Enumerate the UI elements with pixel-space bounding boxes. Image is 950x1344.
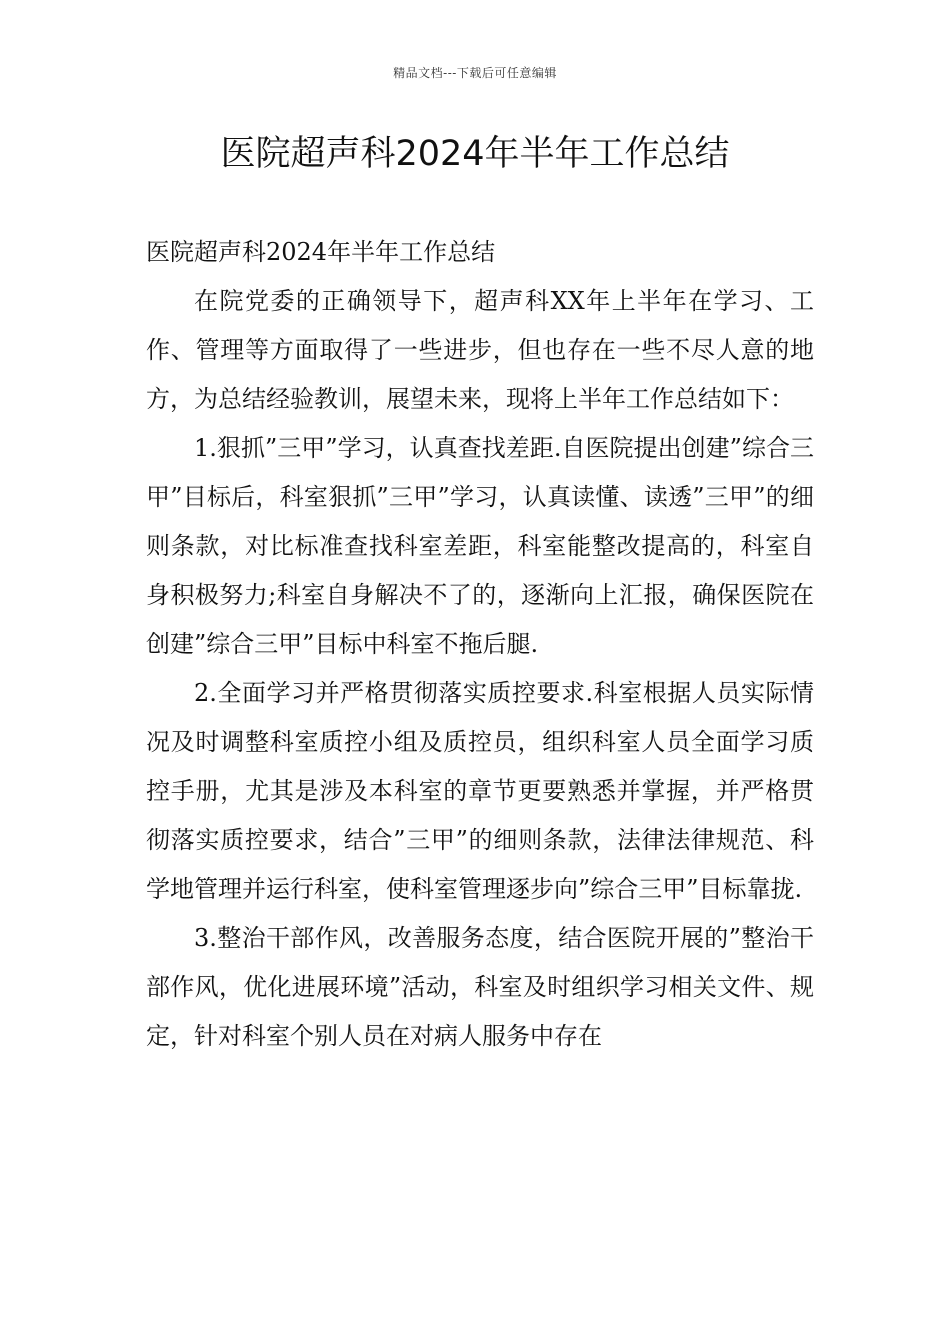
paragraph-item-2: 2.全面学习并严格贯彻落实质控要求.科室根据人员实际情况及时调整科室质控小组及质控员，组织科室人员全面学习质控手册，尤其是涉及本科室的章节更要熟悉并掌握，并严格贯彻落实质控要求，结合”三甲”的细则条款，法律法律规范、科学地管理并运行科室，使科室管理逐步向”综合三甲”目标靠拢. bbox=[146, 679, 814, 903]
paragraph-intro: 在院党委的正确领导下，超声科XX年上半年在学习、工作、管理等方面取得了一些进步，但也存在一些不尽人意的地方，为总结经验教训，展望未来，现将上半年工作总结如下： bbox=[146, 287, 814, 413]
document-title: 医院超声科2024年半年工作总结 bbox=[220, 134, 730, 174]
header-watermark: 精品文档---下载后可任意编辑 bbox=[393, 66, 557, 80]
document-body bbox=[146, 228, 814, 1061]
paragraph-item-1: 1.狠抓”三甲”学习，认真查找差距.自医院提出创建”综合三甲”目标后，科室狠抓”三甲”学习，认真读懂、读透”三甲”的细则条款，对比标准查找科室差距，科室能整改提高的，科室自身积极努力;科室自身解决不了的，逐渐向上汇报，确保医院在创建”综合三甲”目标中科室不拖后腿. bbox=[146, 434, 814, 658]
document-subtitle: 医院超声科2024年半年工作总结 bbox=[146, 238, 496, 266]
paragraph-item-3: 3.整治干部作风，改善服务态度，结合医院开展的”整治干部作风，优化进展环境”活动，科室及时组织学习相关文件、规定，针对科室个别人员在对病人服务中存在 bbox=[146, 924, 814, 1050]
